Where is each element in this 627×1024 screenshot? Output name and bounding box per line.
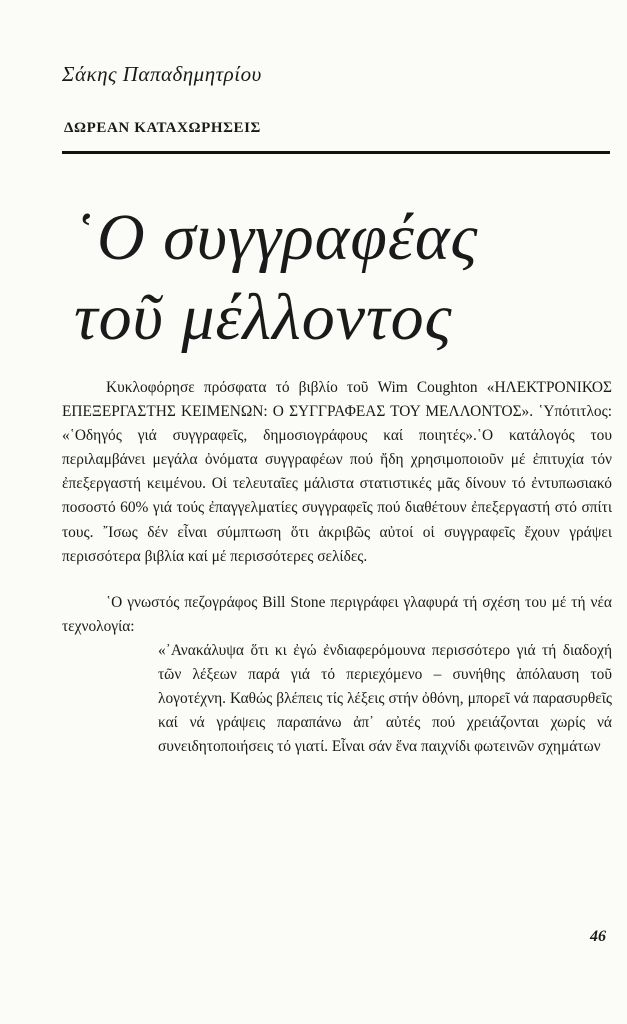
paragraph-1: Κυκλοφόρησε πρόσφατα τό βιβλίο τοῦ Wim Coughton «ΗΛΕΚΤΡΟΝΙΚΟΣ ΕΠΕΞΕΡΓΑΣΤΗΣ ΚΕΙΜΕΝΩΝ: Ο ΣΥΓΓΡΑΦΕΑΣ ΤΟΥ ΜΕΛΛΟΝΤΟΣ». ῾Υπότιτλος: «῾Οδηγός γιά συγγραφεῖς, δημοσιογράφους καί ποιητές».῾Ο κατάλογός του περιλαμβάνει μεγάλα ὀνόματα συγγραφέων πού ἤδη χρησιμοποιοῦν μέ ἐπιτυχία τόν ἐπεξεργαστή κειμένου. Οἱ τελευταῖες μάλιστα στατιστικές μᾶς δίνουν τό ἐντυπωσιακό ποσοστό 60% γιά τούς ἐπαγγελματίες συγγραφεῖς πού διαθέτουν ἐπεξεργαστή στό σπίτι τους. ῎Ισως δέν εἶναι σύμπτωση ὅτι ἀκριβῶς αὐτοί οἱ συγγραφεῖς ἔχουν γράψει περισσότερα βιβλία καί μέ περισσότερες σελίδες.	[62, 379, 612, 565]
page-number: 46	[590, 928, 606, 945]
article-title	[74, 198, 614, 358]
article-body	[62, 376, 612, 759]
section-heading: ΔΩΡΕΑΝ ΚΑΤΑΧΩΡΗΣΕΙΣ	[64, 120, 261, 136]
title-line-1: ῾Ο συγγραφέας	[74, 201, 479, 274]
horizontal-rule	[62, 151, 610, 154]
author-name: Σάκης Παπαδημητρίου	[62, 62, 262, 86]
block-quote: «᾿Ανακάλυψα ὅτι κι ἐγώ ἐνδιαφερόμουνα περισσότερο γιά τή διαδοχή τῶν λέξεων παρά γιά τό περιεχόμενο – συνήθης ἀπόλαυση τοῦ λογοτέχνη. Καθώς βλέπεις τίς λέξεις στήν ὀθόνη, μπορεῖ νά παρασυρθεῖς καί νά γράψεις παραπάνω ἀπ᾿ αὐτές πού χρειάζονται χωρίς νά συνειδητοποιήσεις τό γιατί. Εἶναι σάν ἕνα παιχνίδι φωτεινῶν σχημάτων	[158, 641, 612, 756]
title-line-2: τοῦ μέλλοντος	[74, 281, 453, 354]
paragraph-2: ῾Ο γνωστός πεζογράφος Bill Stone περιγράφει γλαφυρά τή σχέση του μέ τή νέα τεχνολογία:	[62, 593, 612, 635]
